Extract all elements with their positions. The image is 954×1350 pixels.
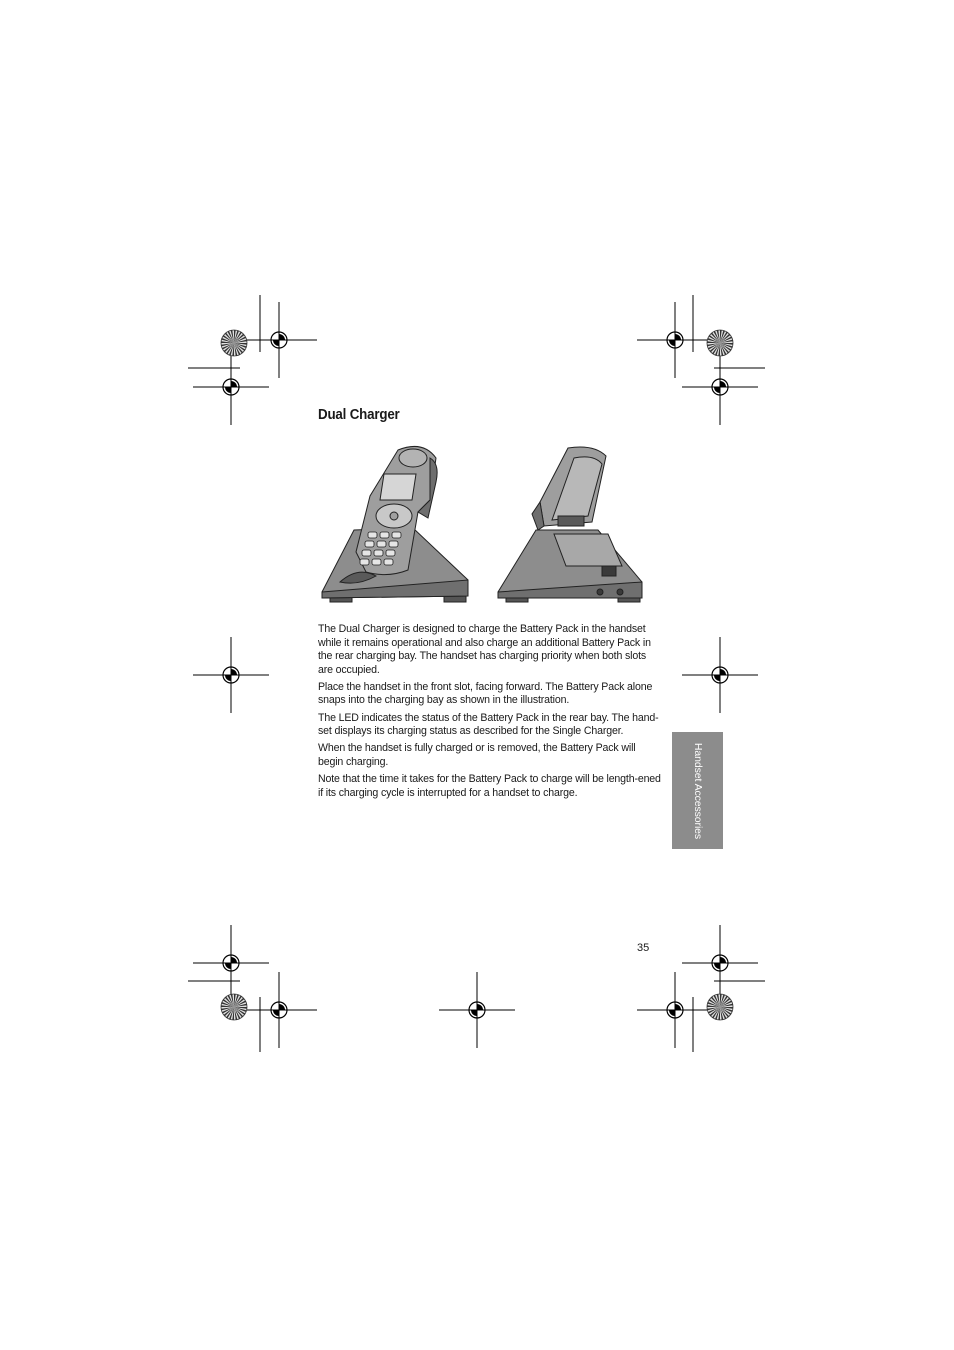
registration-crosshair-icon (241, 972, 317, 1048)
color-target-starburst-icon (707, 330, 733, 356)
registration-crosshair-icon (241, 302, 317, 378)
paragraph-charging-order: When the handset is fully charged or is removed, the Battery Pack will begin charging. (318, 742, 636, 768)
side-tab-label: Handset Accessories (691, 742, 704, 839)
color-target-starburst-icon (221, 330, 247, 356)
page-number: 35 (637, 942, 650, 954)
paragraph-placement: Place the handset in the front slot, facing forward. The Battery Pack alone snaps into the charging bay as shown in the illustration. (318, 680, 653, 707)
section-side-tab (672, 732, 723, 849)
section-heading: Dual Charger (318, 407, 400, 423)
dual-charger-illustration (318, 442, 648, 610)
body-text (318, 623, 663, 804)
registration-crosshair-icon (439, 972, 515, 1048)
paragraph-intro: The Dual Charger is designed to charge the Battery Pack in the handset while it remains operational and also charge an additional Battery Pack in the rear charging bay. The handset has charging priority when both slots are occupied. (318, 623, 651, 676)
paragraph-note: Note that the time it takes for the Battery Pack to charge will be length-ened if its charging cycle is interrupted for a handset to charge. (318, 772, 661, 799)
handset-in-charger (322, 446, 468, 602)
registration-crosshair-icon (682, 637, 758, 713)
registration-crosshair-icon (193, 637, 269, 713)
registration-crosshair-icon (193, 925, 269, 1001)
color-target-starburst-icon (707, 994, 733, 1020)
color-target-starburst-icon (221, 994, 247, 1020)
registration-crosshair-icon (637, 972, 713, 1048)
battery-pack-in-rear-bay (498, 447, 642, 602)
registration-crosshair-icon (193, 349, 269, 425)
registration-crosshair-icon (682, 349, 758, 425)
registration-crosshair-icon (637, 302, 713, 378)
registration-crosshair-icon (682, 925, 758, 1001)
paragraph-led: The LED indicates the status of the Battery Pack in the rear bay. The hand-set displays its charging status as described for the Single Charger. (318, 711, 659, 738)
